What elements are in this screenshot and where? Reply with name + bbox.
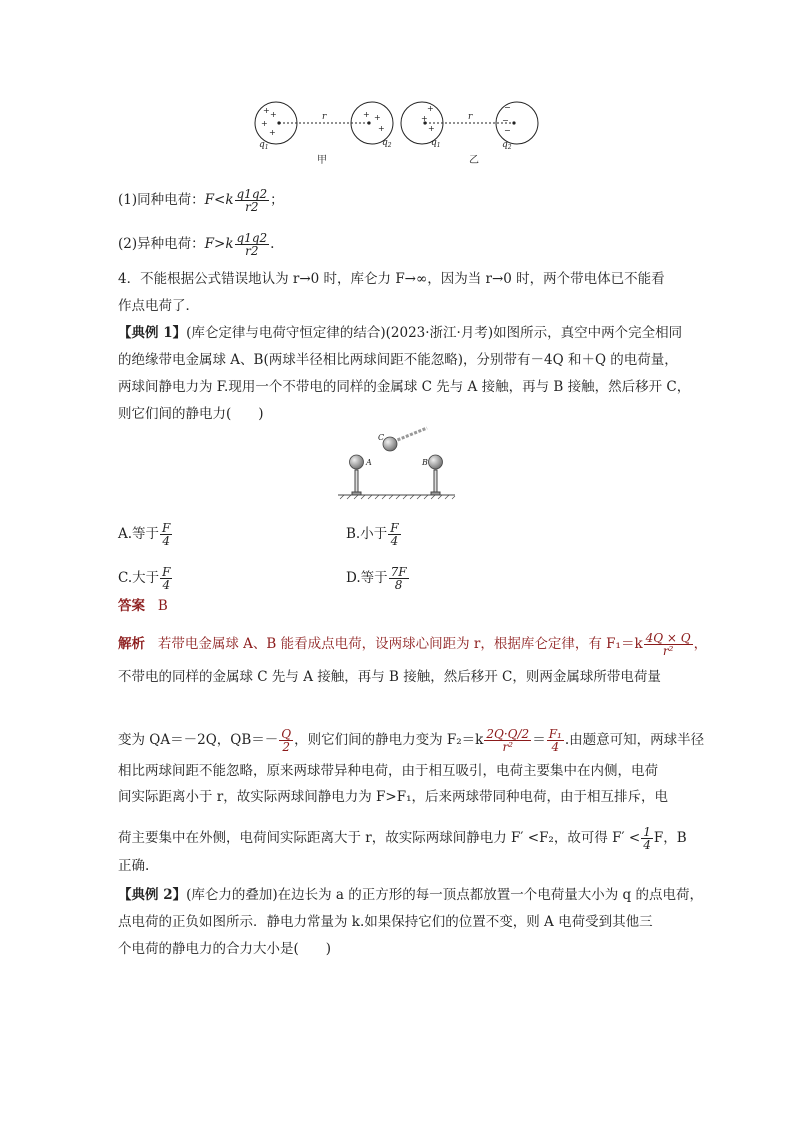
analysis-line2: 不带电的同样的金属球 C 先与 A 接触，再与 B 接触，然后移开 C，则两金属球所带电荷量 [118, 669, 661, 685]
example1-line4: 则它们间的静电力( ) [118, 406, 264, 422]
stand-B [434, 470, 437, 495]
spheres-stand-figure [335, 425, 460, 500]
caption-left: 甲 [317, 155, 327, 166]
minus-sign: − [504, 103, 511, 112]
svg-text:C: C [378, 433, 385, 442]
svg-text:+: + [270, 110, 277, 119]
sphere-B [429, 455, 443, 469]
caption-right: 乙 [469, 155, 479, 166]
example2-line2: 点电荷的正负如图所示．静电力常量为 k.如果保持它们的位置不变，则 A 电荷受到其他三 [118, 914, 653, 930]
analysis-line5: 间实际距离小于 r，故实际两球间静电力为 F>F₁，后来两球带同种电荷，由于相互排斥，电 [118, 789, 668, 805]
example2-line3: 个电荷的静电力的合力大小是( ) [118, 941, 332, 957]
svg-text:−: − [504, 126, 511, 135]
svg-text:A: A [366, 458, 372, 467]
option-B[interactable]: B.小于 $\frac{F}{4}$ [346, 521, 399, 548]
svg-text:r: r [322, 112, 327, 122]
svg-text:+: + [428, 124, 435, 133]
svg-text:B: B [422, 458, 428, 467]
formula-same-charge: (1)同种电荷：F<k $\frac{q1q2}{r2}$ ； [118, 187, 284, 214]
svg-text:q1: $q_1$ [259, 140, 269, 151]
paragraph-4-line1: 4．不能根据公式错误地认为 r→0 时，库仑力 F→∞，因为当 r→0 时，两个带电体已不能看 [118, 271, 665, 287]
analysis-line4: 相比两球间距不能忽略，原来两球带异种电荷，由于相互吸引，电荷主要集中在内侧，电荷 [118, 763, 658, 779]
svg-text:+: + [378, 124, 385, 133]
svg-text:r: r [468, 112, 473, 122]
svg-text:q2: $q_2$ [502, 140, 512, 151]
sphere-A [350, 455, 364, 469]
analysis-line1: 解析 若带电金属球 A、B 能看成点电荷，设两球心间距为 r，根据库仑定律，有 F₁＝k $\frac{4Q \times Q}{\text{r²}}$ ， [118, 631, 708, 658]
analysis-line3: 变为 QA＝－2Q，QB＝－ $\frac{Q}{2}$ ，则它们间的静电力变为 F₂＝k $\frac{2Q\cdot Q/2}{\text{r²}}$ ＝ $\frac{\text{F₁}}{4}$ .由题意可知，两球半径 [118, 727, 705, 754]
option-D[interactable]: D.等于 $\frac{7F}{8}$ [346, 565, 407, 592]
example1-line1: 【典例 1】(库仑定律与电荷守恒定律的结合)(2023·浙江·月考)如图所示，真空中两个完全相同 [118, 325, 683, 341]
example1-line3: 两球间静电力为 F.现用一个不带电的同样的金属球 C 先与 A 接触，再与 B 接触，然后移开 C， [118, 379, 691, 395]
svg-text:q2: $q_2$ [382, 138, 392, 149]
svg-text:+: + [374, 113, 381, 122]
example1-line2: 的绝缘带电金属球 A、B(两球半径相比两球间距不能忽略)，分别带有－4Q 和＋Q 的电荷量， [118, 352, 678, 368]
answer-line: 答案 B [118, 598, 168, 614]
svg-text:+: + [421, 114, 428, 123]
option-C[interactable]: C.大于 $\frac{F}{4}$ [118, 565, 171, 592]
analysis-line7: 正确. [118, 858, 150, 874]
svg-text:+: + [261, 119, 268, 128]
example2-line1: 【典例 2】(库仑力的叠加)在边长为 a 的正方形的每一顶点都放置一个电荷量大小为 q 的点电荷， [118, 887, 703, 903]
charge-figure [245, 95, 545, 170]
sphere-C [383, 437, 397, 451]
formula-opposite-charge: (2)异种电荷：F>k $\frac{q1q2}{r2}$ . [118, 231, 275, 258]
stand-A [355, 470, 358, 495]
svg-text:+: + [427, 104, 434, 113]
option-A[interactable]: A.等于 $\frac{F}{4}$ [118, 521, 171, 548]
analysis-line6: 荷主要集中在外侧，电荷间实际距离大于 r，故实际两球间静电力 F′ <F₂，故可得 F′ < $\frac{1}{4}$ F，B [118, 825, 687, 852]
svg-text:−: − [502, 116, 509, 125]
plus-sign: + [263, 106, 270, 115]
svg-text:+: + [269, 128, 276, 137]
svg-text:+: + [363, 110, 370, 119]
svg-text:q1: $q_1$ [431, 138, 441, 149]
paragraph-4-line2: 作点电荷了． [118, 298, 199, 314]
